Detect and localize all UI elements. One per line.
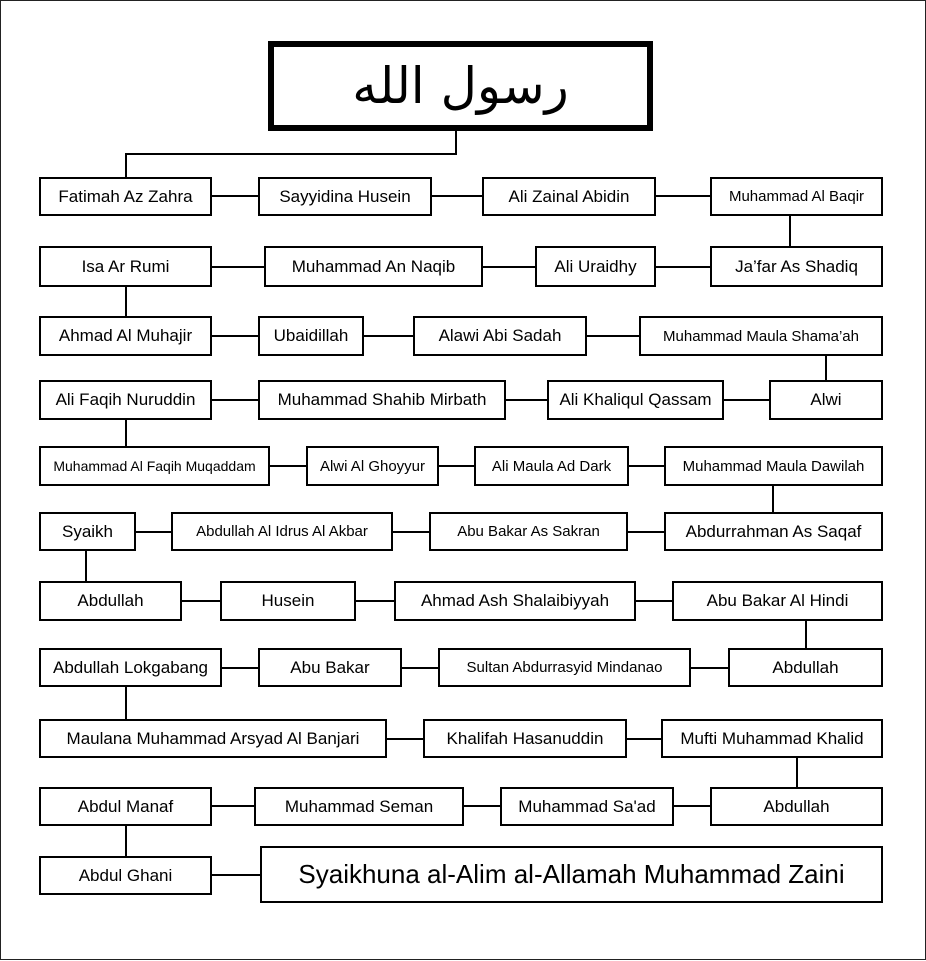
person-node: Mufti Muhammad Khalid bbox=[661, 719, 883, 758]
person-node: Maulana Muhammad Arsyad Al Banjari bbox=[39, 719, 387, 758]
person-node: Muhammad An Naqib bbox=[264, 246, 483, 287]
person-node: Ja’far As Shadiq bbox=[710, 246, 883, 287]
person-node: Muhammad Shahib Mirbath bbox=[258, 380, 506, 420]
final-person-node: Syaikhuna al-Alim al-Allamah Muhammad Zaini bbox=[260, 846, 883, 903]
person-node: Abu Bakar bbox=[258, 648, 402, 687]
person-node: Sultan Abdurrasyid Mindanao bbox=[438, 648, 691, 687]
person-node: Abu Bakar Al Hindi bbox=[672, 581, 883, 621]
person-node: Syaikh bbox=[39, 512, 136, 551]
person-node: Abdul Ghani bbox=[39, 856, 212, 895]
person-node: Alwi Al Ghoyyur bbox=[306, 446, 439, 486]
connector bbox=[126, 129, 456, 179]
root-node: رسول الله bbox=[268, 41, 653, 131]
person-node: Fatimah Az Zahra bbox=[39, 177, 212, 216]
person-node: Ali Faqih Nuruddin bbox=[39, 380, 212, 420]
person-node: Ali Khaliqul Qassam bbox=[547, 380, 724, 420]
person-node: Sayyidina Husein bbox=[258, 177, 432, 216]
person-node: Alwi bbox=[769, 380, 883, 420]
person-node: Alawi Abi Sadah bbox=[413, 316, 587, 356]
person-node: Abdurrahman As Saqaf bbox=[664, 512, 883, 551]
person-node: Khalifah Hasanuddin bbox=[423, 719, 627, 758]
person-node: Muhammad Maula Shama’ah bbox=[639, 316, 883, 356]
person-node: Muhammad Al Baqir bbox=[710, 177, 883, 216]
person-node: Isa Ar Rumi bbox=[39, 246, 212, 287]
person-node: Muhammad Seman bbox=[254, 787, 464, 826]
person-node: Ahmad Ash Shalaibiyyah bbox=[394, 581, 636, 621]
person-node: Ali Uraidhy bbox=[535, 246, 656, 287]
person-node: Abdul Manaf bbox=[39, 787, 212, 826]
person-node: Ali Zainal Abidin bbox=[482, 177, 656, 216]
person-node: Muhammad Maula Dawilah bbox=[664, 446, 883, 486]
person-node: Ahmad Al Muhajir bbox=[39, 316, 212, 356]
person-node: Abdullah bbox=[710, 787, 883, 826]
person-node: Muhammad Sa'ad bbox=[500, 787, 674, 826]
person-node: Abu Bakar As Sakran bbox=[429, 512, 628, 551]
person-node: Ubaidillah bbox=[258, 316, 364, 356]
person-node: Abdullah bbox=[39, 581, 182, 621]
person-node: Abdullah Al Idrus Al Akbar bbox=[171, 512, 393, 551]
person-node: Ali Maula Ad Dark bbox=[474, 446, 629, 486]
person-node: Abdullah Lokgabang bbox=[39, 648, 222, 687]
person-node: Muhammad Al Faqih Muqaddam bbox=[39, 446, 270, 486]
person-node: Abdullah bbox=[728, 648, 883, 687]
person-node: Husein bbox=[220, 581, 356, 621]
